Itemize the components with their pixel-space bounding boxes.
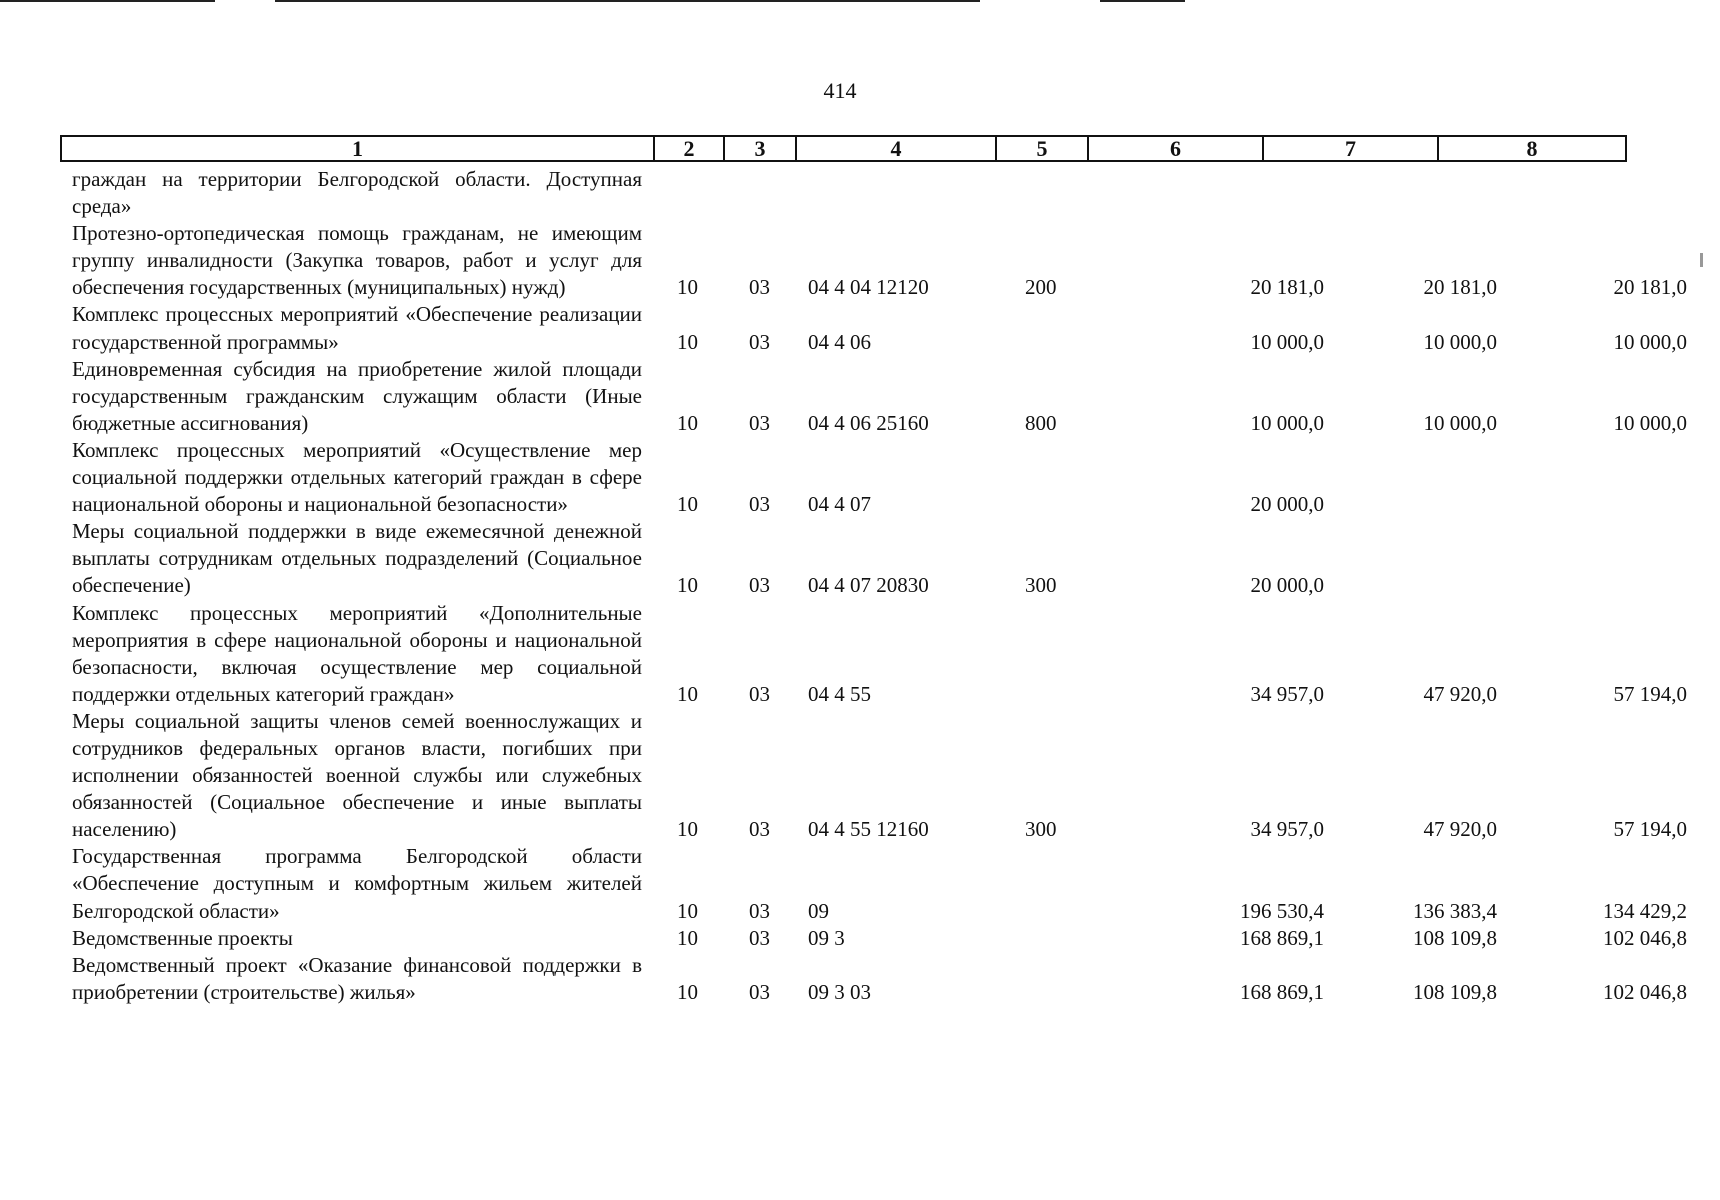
row-amount-7: 108 109,8 (1413, 925, 1497, 950)
row-description: Комплекс процессных мероприятий «Осуществление мер социальной поддержки отдельных категорий граждан в сфере национальной обороны и национальной безопасности» (72, 437, 642, 517)
scan-speck (1700, 253, 1703, 267)
row-amount-6: 196 530,4 (1240, 898, 1324, 923)
row-target-code: 04 4 07 20830 (808, 573, 929, 598)
row-amount-8: 102 046,8 (1603, 925, 1687, 950)
row-amount-7: 136 383,4 (1413, 898, 1497, 923)
table-body (72, 166, 1687, 1006)
row-amount-7: 108 109,8 (1413, 979, 1497, 1004)
row-section: 10 (677, 492, 698, 517)
row-description: граждан на территории Белгородской области. Доступная среда» (72, 167, 642, 219)
row-description: Комплекс процессных мероприятий «Обеспечение реализации государственной программы» (72, 302, 642, 354)
table-row (72, 166, 1632, 220)
header-col-5: 5 (997, 137, 1089, 160)
header-col-1: 1 (62, 137, 655, 160)
row-target-code: 04 4 04 12120 (808, 275, 929, 300)
row-subsection: 03 (749, 410, 770, 435)
table-row (72, 925, 1687, 952)
header-col-3: 3 (725, 137, 797, 160)
row-subsection: 03 (749, 573, 770, 598)
header-col-6: 6 (1089, 137, 1264, 160)
row-amount-8: 20 181,0 (1613, 275, 1687, 300)
row-subsection: 03 (749, 898, 770, 923)
row-amount-7: 47 920,0 (1423, 817, 1497, 842)
row-section: 10 (677, 925, 698, 950)
table-row (72, 600, 1687, 708)
row-amount-6: 168 869,1 (1240, 979, 1324, 1004)
row-amount-6: 10 000,0 (1250, 329, 1324, 354)
row-expense-type: 300 (1025, 817, 1057, 842)
row-amount-7: 10 000,0 (1423, 410, 1497, 435)
row-amount-6: 34 957,0 (1250, 817, 1324, 842)
table-row (72, 437, 1632, 518)
row-subsection: 03 (749, 925, 770, 950)
top-scan-rule-3 (1100, 0, 1185, 2)
table-row (72, 301, 1687, 355)
row-amount-6: 20 181,0 (1250, 275, 1324, 300)
row-section: 10 (677, 817, 698, 842)
row-expense-type: 800 (1025, 410, 1057, 435)
row-section: 10 (677, 275, 698, 300)
table-row (72, 518, 1632, 599)
row-description: Государственная программа Белгородской области «Обеспечение доступным и комфортным жильем жителей Белгородской области» (72, 844, 642, 923)
row-subsection: 03 (749, 275, 770, 300)
row-amount-8: 57 194,0 (1613, 681, 1687, 706)
table-row (72, 708, 1687, 843)
row-description: Единовременная субсидия на приобретение жилой площади государственным гражданским служащим области (Иные бюджетные ассигнования) (72, 356, 642, 435)
row-subsection: 03 (749, 681, 770, 706)
row-target-code: 09 3 03 (808, 979, 871, 1004)
row-section: 10 (677, 681, 698, 706)
table-row (72, 952, 1687, 1006)
header-col-7: 7 (1264, 137, 1439, 160)
row-amount-8: 10 000,0 (1613, 410, 1687, 435)
row-subsection: 03 (749, 329, 770, 354)
table-header (60, 135, 1627, 162)
row-description: Комплекс процессных мероприятий «Дополнительные мероприятия в сфере национальной обороны и национальной безопасности, включая осуществление мер социальной поддержки отдельных категорий граждан» (72, 600, 642, 706)
row-amount-7: 47 920,0 (1423, 681, 1497, 706)
row-expense-type: 300 (1025, 573, 1057, 598)
page-number: 414 (823, 78, 857, 103)
top-scan-rule-1 (0, 0, 215, 2)
row-section: 10 (677, 898, 698, 923)
row-target-code: 04 4 07 (808, 492, 871, 517)
row-description: Протезно-ортопедическая помощь гражданам, не имеющим группу инвалидности (Закупка товаров, работ и услуг для обеспечения государственных (муниципальных) нужд) (72, 221, 642, 300)
row-target-code: 04 4 55 12160 (808, 817, 929, 842)
row-amount-7: 20 181,0 (1423, 275, 1497, 300)
header-col-2: 2 (655, 137, 725, 160)
row-target-code: 09 3 (808, 925, 845, 950)
row-amount-6: 20 000,0 (1250, 573, 1324, 598)
row-amount-6: 10 000,0 (1250, 410, 1324, 435)
row-description: Меры социальной защиты членов семей военнослужащих и сотрудников федеральных органов власти, погибших при исполнении обязанностей военной службы или служебных обязанностей (Социальное обеспечение и иные выплаты населению) (72, 708, 642, 842)
row-target-code: 04 4 06 (808, 329, 871, 354)
row-amount-8: 10 000,0 (1613, 329, 1687, 354)
row-amount-7: 10 000,0 (1423, 329, 1497, 354)
row-section: 10 (677, 573, 698, 598)
row-expense-type: 200 (1025, 275, 1057, 300)
row-subsection: 03 (749, 817, 770, 842)
row-target-code: 04 4 06 25160 (808, 410, 929, 435)
row-description: Меры социальной поддержки в виде ежемесячной денежной выплаты сотрудникам отдельных подразделений (Социальное обеспечение) (72, 519, 642, 598)
table-row (72, 356, 1687, 437)
row-section: 10 (677, 329, 698, 354)
row-amount-8: 102 046,8 (1603, 979, 1687, 1004)
table-row (72, 843, 1687, 924)
row-target-code: 04 4 55 (808, 681, 871, 706)
row-section: 10 (677, 410, 698, 435)
row-amount-6: 168 869,1 (1240, 925, 1324, 950)
row-amount-8: 57 194,0 (1613, 817, 1687, 842)
table-row (72, 220, 1687, 301)
row-description: Ведомственный проект «Оказание финансовой поддержки в приобретении (строительстве) жилья» (72, 952, 642, 1004)
row-description: Ведомственные проекты (72, 925, 293, 950)
header-col-4: 4 (797, 137, 997, 160)
row-amount-8: 134 429,2 (1603, 898, 1687, 923)
row-subsection: 03 (749, 492, 770, 517)
row-target-code: 09 (808, 898, 829, 923)
top-scan-rule-2 (275, 0, 980, 2)
row-subsection: 03 (749, 979, 770, 1004)
row-section: 10 (677, 979, 698, 1004)
header-col-8: 8 (1526, 136, 1538, 161)
row-amount-6: 20 000,0 (1250, 492, 1324, 517)
row-amount-6: 34 957,0 (1250, 681, 1324, 706)
